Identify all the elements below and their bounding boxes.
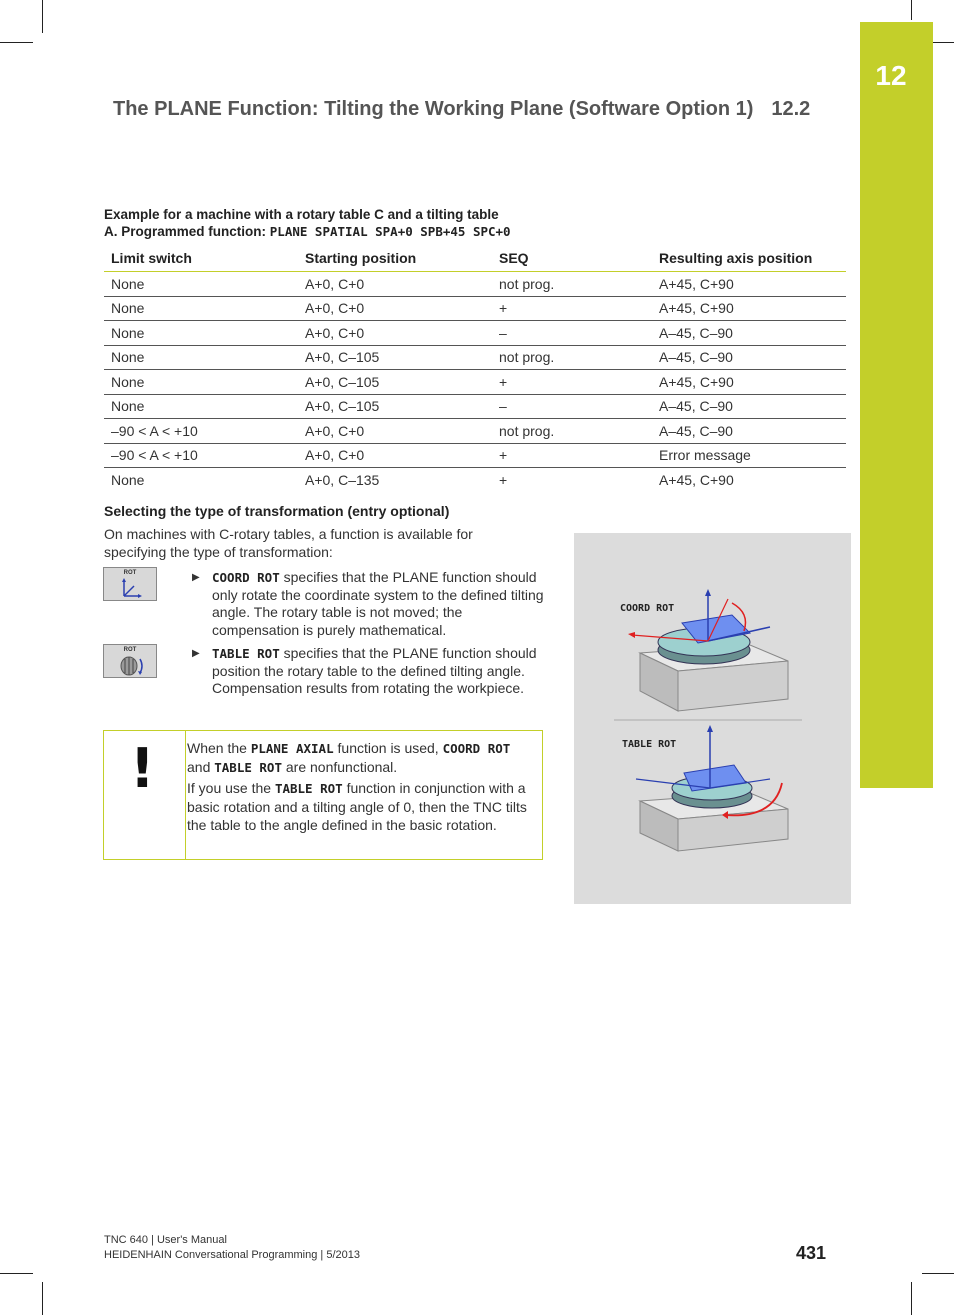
exclamation-icon: ! [130,737,155,800]
table-cell: None [104,296,298,321]
coord-rot-softkey [103,567,157,601]
table-row [104,443,846,468]
tilting-table-figure [574,533,851,904]
note-text: When the [187,740,251,756]
note-text: are nonfunctional. [281,759,398,775]
table-cell: A+0, C+0 [298,321,492,346]
table-cell: A+45, C+90 [652,296,846,321]
table-cell: A+0, C+0 [298,272,492,297]
crop-mark [42,0,43,33]
col-limit-switch: Limit switch [104,245,298,272]
table-cell: Error message [652,443,846,468]
limit-switch-table [104,245,846,492]
table-cell: A–45, C–90 [652,321,846,346]
crop-mark [0,1273,33,1274]
table-cell: A+45, C+90 [659,471,734,488]
table-cell: None [104,321,298,346]
bullet-desc: specifies that the PLANE function should only rotate the coordinate system to the defined tilting angle. The rotary table is not moved; the compensation is purely mathematical. [212,569,544,638]
table-cell: A–45, C–90 [652,394,846,419]
example-subtitle-code: PLANE SPATIAL SPA+0 SPB+45 SPC+0 [269,224,511,239]
table-cell: None [104,345,298,370]
bullet-arrow-icon: ▶ [192,572,200,583]
col-resulting-axis-position: Resulting axis position [652,245,846,272]
note-text: If you use the [187,780,275,796]
table-cell: not prog. [492,272,652,297]
table-row [104,272,846,297]
col-starting-position: Starting position [298,245,492,272]
table-cell: not prog. [492,345,652,370]
note-paragraph-1 [187,739,537,777]
note-box [103,730,543,860]
table-cell: A+0, C–135 [305,471,380,488]
note-text: function in conjunction with a basic rotation and a tilting angle of 0, then the TNC tilts the table to the angle defined in the basic rotation. [187,780,527,833]
table-header-row [104,245,846,272]
keyword: TABLE ROT [212,646,280,661]
header-section: 12.2 [771,98,811,120]
example-subtitle [104,224,511,239]
bullet-arrow-icon: ▶ [192,648,200,659]
table-cell: None [104,394,298,419]
keyword: PLANE AXIAL [250,741,334,756]
figure-label-top: COORD ROT [620,603,675,614]
table-cell: + [492,370,652,395]
softkey-label: ROT [123,647,137,653]
table-cell: A+0, C+0 [298,296,492,321]
table-cell: A+0, C+0 [298,419,492,444]
table-cell: + [499,471,508,488]
rotary-table-icon [104,645,156,677]
note-text: function is used, [333,740,443,756]
table-row [104,345,846,370]
note-paragraph-2 [187,779,537,834]
table-cell: A–45, C–90 [652,419,846,444]
bullet-desc: specifies that the PLANE function should position the rotary table to the defined tilting angle. Compensation results from rotating the workpiece. [212,645,537,696]
chapter-tab [860,22,933,788]
example-subtitle-prefix: A. Programmed function: [104,224,270,239]
crop-mark [911,1282,912,1315]
table-cell: –90 < A < +10 [104,443,298,468]
keyword: TABLE ROT [274,781,343,796]
table-cell: A+0, C+0 [298,443,492,468]
table-cell: + [492,296,652,321]
table-row [104,296,846,321]
page-number: 431 [796,1243,827,1263]
bullet-text [212,569,544,639]
bullet-coord-rot [192,569,544,639]
table-cell: A+0, C–105 [298,345,492,370]
table-cell: A–45, C–90 [652,345,846,370]
section-title: Selecting the type of transformation (entry optional) [104,503,450,519]
table-cell: A+45, C+90 [652,370,846,395]
footer-manual: TNC 640 | User's Manual [104,1234,227,1246]
figure-label-bottom: TABLE ROT [622,739,677,750]
table-rot-softkey [103,644,157,678]
table-row [104,321,846,346]
section-intro: On machines with C-rotary tables, a function is available for specifying the type of transformation: [104,526,473,560]
table-cell: A+45, C+90 [652,272,846,297]
table-cell: None [104,370,298,395]
table-cell: None [111,471,145,488]
table-row [104,468,846,492]
table-cell: A+0, C–105 [298,370,492,395]
table-cell: – [492,321,652,346]
table-cell: – [492,394,652,419]
keyword: COORD ROT [212,570,280,585]
note-divider [185,731,186,859]
softkey-label: ROT [123,570,137,576]
table-row [104,394,846,419]
table-row [104,419,846,444]
table-cell: A+0, C–105 [298,394,492,419]
bullet-table-rot [192,645,544,698]
col-seq: SEQ [492,245,652,272]
header-title: The PLANE Function: Tilting the Working Plane (Software Option 1) [113,98,754,120]
page-header [113,98,810,121]
example-title: Example for a machine with a rotary table C and a tilting table [104,207,499,222]
table-cell: None [104,272,298,297]
chapter-number: 12 [875,60,907,91]
table-cell: + [492,443,652,468]
crop-mark [911,0,912,20]
bullet-text [212,645,544,698]
table-row [104,370,846,395]
table-cell: not prog. [492,419,652,444]
crop-mark [0,42,33,43]
crop-mark [42,1282,43,1315]
crop-mark [922,1273,954,1274]
coordinate-axes-icon [104,568,156,600]
keyword: COORD ROT [442,741,511,756]
keyword: TABLE ROT [214,760,282,775]
footer-publisher: HEIDENHAIN Conversational Programming | 5/2013 [104,1249,360,1261]
note-text: and [187,759,215,775]
table-cell: –90 < A < +10 [104,419,298,444]
machine-illustration [574,533,851,904]
